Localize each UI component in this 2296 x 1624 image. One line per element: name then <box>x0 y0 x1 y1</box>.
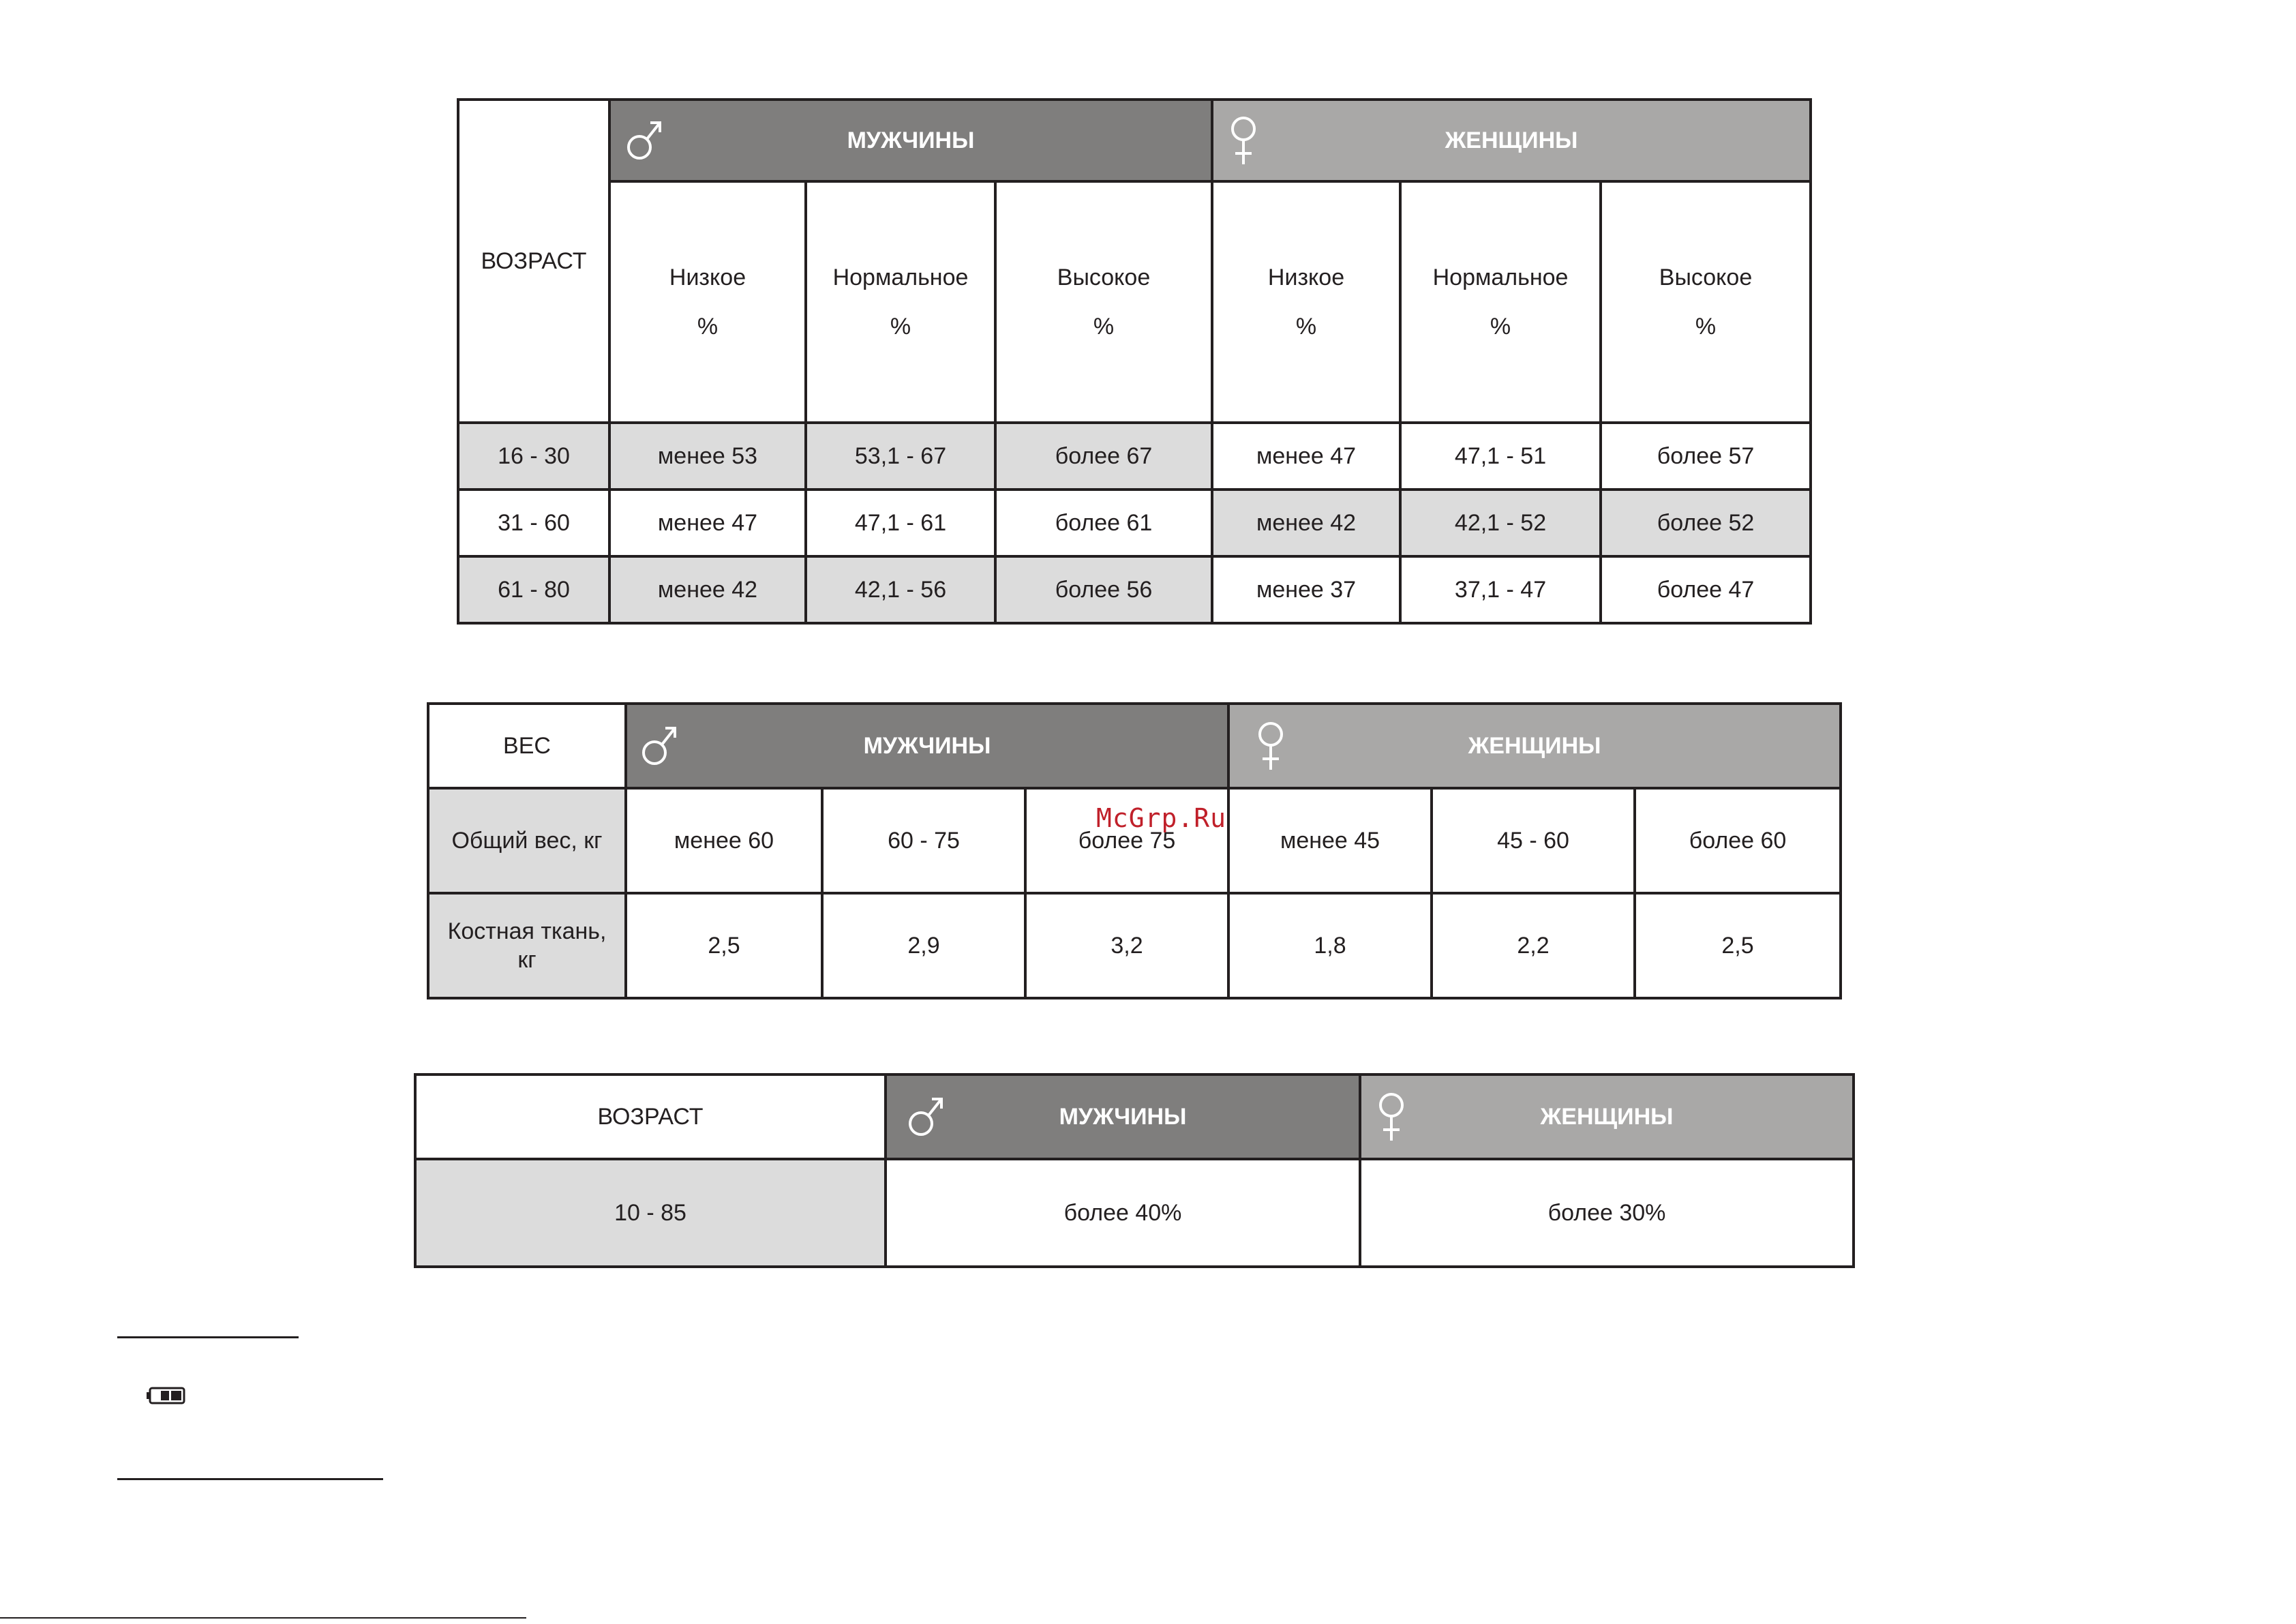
body-water-table <box>457 98 1812 625</box>
sub-header-men-low: Низкое % <box>609 181 806 423</box>
women-header <box>1360 1074 1854 1159</box>
battery-icon <box>146 1387 187 1404</box>
women-header-label: ЖЕНЩИНЫ <box>1445 127 1578 153</box>
value-cell: более 75 <box>1025 788 1228 893</box>
value-cell: 3,2 <box>1025 893 1228 998</box>
value-cell: 2,2 <box>1432 893 1635 998</box>
value-cell: менее 42 <box>609 556 806 623</box>
value-cell: 1,8 <box>1228 893 1432 998</box>
table-row <box>458 423 1811 490</box>
value-cell: менее 47 <box>609 490 806 556</box>
value-cell: более 67 <box>995 423 1212 490</box>
value-cell: 2,9 <box>822 893 1025 998</box>
age-cell: 31 - 60 <box>458 490 609 556</box>
table-row <box>415 1159 1854 1267</box>
male-symbol-icon <box>626 119 663 162</box>
value-cell: менее 60 <box>626 788 822 893</box>
age-cell: 16 - 30 <box>458 423 609 490</box>
men-header <box>886 1074 1360 1159</box>
value-cell: менее 37 <box>1212 556 1400 623</box>
table-row <box>458 556 1811 623</box>
divider-line <box>117 1336 299 1338</box>
sub-header-men-normal: Нормальное % <box>806 181 995 423</box>
female-symbol-icon <box>1256 721 1286 771</box>
muscle-mass-table <box>414 1073 1855 1268</box>
female-symbol-icon <box>1228 115 1258 166</box>
watermark: McGrp.Ru <box>1096 803 1227 833</box>
value-cell: 45 - 60 <box>1432 788 1635 893</box>
value-cell: менее 47 <box>1212 423 1400 490</box>
male-symbol-icon <box>641 724 678 768</box>
row-label: Костная ткань, кг <box>428 893 626 998</box>
value-cell: менее 53 <box>609 423 806 490</box>
value-cell: менее 45 <box>1228 788 1432 893</box>
value-cell: 2,5 <box>1635 893 1841 998</box>
value-cell: более 61 <box>995 490 1212 556</box>
age-header: ВОЗРАСТ <box>458 100 609 423</box>
value-cell: 47,1 - 51 <box>1400 423 1601 490</box>
women-header-label: ЖЕНЩИНЫ <box>1540 1103 1674 1130</box>
value-cell: более 40% <box>886 1159 1360 1267</box>
women-header-label: ЖЕНЩИНЫ <box>1468 732 1601 759</box>
sub-header-men-high: Высокое % <box>995 181 1212 423</box>
value-cell: менее 42 <box>1212 490 1400 556</box>
value-cell: более 52 <box>1601 490 1811 556</box>
value-cell: 60 - 75 <box>822 788 1025 893</box>
age-cell: 61 - 80 <box>458 556 609 623</box>
value-cell: 42,1 - 56 <box>806 556 995 623</box>
value-cell: более 30% <box>1360 1159 1854 1267</box>
value-cell: более 47 <box>1601 556 1811 623</box>
value-cell: 47,1 - 61 <box>806 490 995 556</box>
value-cell: более 60 <box>1635 788 1841 893</box>
value-cell: 53,1 - 67 <box>806 423 995 490</box>
value-cell: 42,1 - 52 <box>1400 490 1601 556</box>
age-header: ВОЗРАСТ <box>415 1074 886 1159</box>
female-symbol-icon <box>1376 1092 1406 1142</box>
men-header-label: МУЖЧИНЫ <box>863 732 991 759</box>
weight-header: ВЕС <box>428 704 626 788</box>
men-header-label: МУЖЧИНЫ <box>847 127 975 153</box>
men-header <box>609 100 1212 181</box>
table-row <box>428 893 1841 998</box>
divider-line <box>0 1617 526 1619</box>
value-cell: 2,5 <box>626 893 822 998</box>
men-header <box>626 704 1228 788</box>
sub-header-women-normal: Нормальное % <box>1400 181 1601 423</box>
value-cell: более 57 <box>1601 423 1811 490</box>
value-cell: более 56 <box>995 556 1212 623</box>
male-symbol-icon <box>907 1095 944 1139</box>
age-cell: 10 - 85 <box>415 1159 886 1267</box>
value-cell: 37,1 - 47 <box>1400 556 1601 623</box>
bone-mass-table <box>427 702 1842 999</box>
men-header-label: МУЖЧИНЫ <box>1059 1103 1187 1130</box>
divider-line <box>117 1478 383 1480</box>
table-row <box>458 490 1811 556</box>
sub-header-women-high: Высокое % <box>1601 181 1811 423</box>
row-label: Общий вес, кг <box>428 788 626 893</box>
women-header <box>1228 704 1841 788</box>
sub-header-women-low: Низкое % <box>1212 181 1400 423</box>
women-header <box>1212 100 1811 181</box>
